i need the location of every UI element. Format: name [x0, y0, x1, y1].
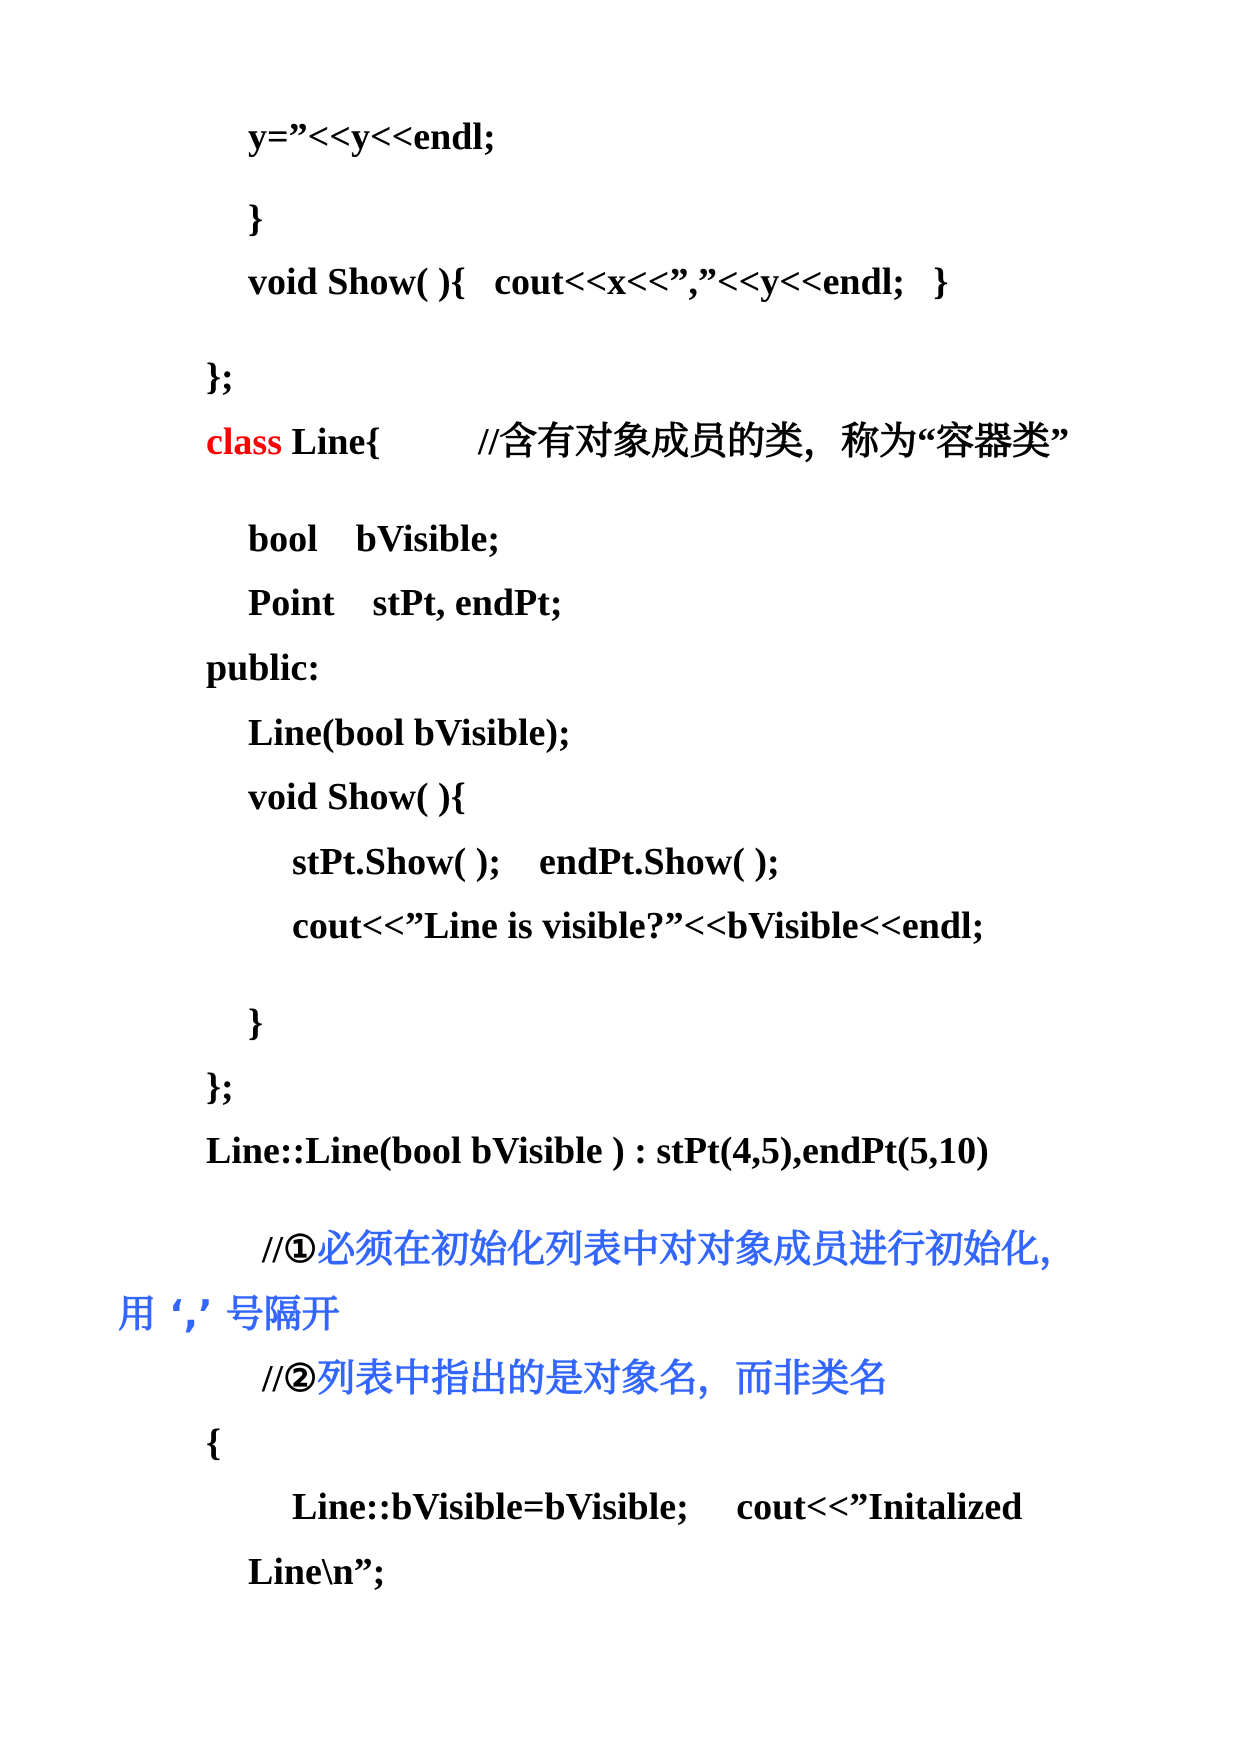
code-line: y=”<<y<<endl; — [248, 116, 496, 158]
code-line: bool bVisible; — [248, 518, 500, 560]
annotation-note-2 — [262, 1355, 887, 1402]
code-line: Point stPt, endPt; — [248, 582, 563, 624]
code-line: Line::bVisible=bVisible; cout<<”Initalized — [292, 1486, 1023, 1528]
code-line: Line::Line(bool bVisible ) : stPt(4,5),endPt(5,10) — [206, 1130, 989, 1172]
note-text: 列表中指出的是对象名，而非类名 — [317, 1356, 888, 1400]
annotation-note-1 — [262, 1226, 1077, 1273]
code-line: } — [248, 198, 263, 240]
code-line: }; — [206, 1066, 234, 1108]
code-line: stPt.Show( ); endPt.Show( ); — [292, 841, 780, 883]
code-line: { — [206, 1422, 221, 1464]
class-keyword: class — [206, 421, 282, 463]
code-line: void Show( ){ cout<<x<<”,”<<y<<endl; } — [248, 261, 949, 303]
code-comment: //含有对象成员的类，称为“容器类” — [478, 421, 1070, 463]
code-line: cout<<”Line is visible?”<<bVisible<<endl; — [292, 905, 985, 947]
code-line: } — [248, 1002, 263, 1044]
note-prefix: //① — [262, 1229, 318, 1271]
code-line: void Show( ){ — [248, 776, 466, 818]
code-line: public: — [206, 647, 321, 689]
class-name: Line{ — [282, 421, 381, 463]
note-prefix: //② — [262, 1358, 318, 1400]
annotation-note-1-continued: 用 ‘,’ 号隔开 — [118, 1292, 340, 1336]
code-line: Line(bool bVisible); — [248, 712, 571, 754]
class-declaration-line — [206, 419, 380, 465]
code-line: }; — [206, 356, 234, 398]
note-text: 必须在初始化列表中对对象成员进行初始化， — [317, 1227, 1078, 1271]
code-line: Line\n”; — [248, 1551, 386, 1593]
